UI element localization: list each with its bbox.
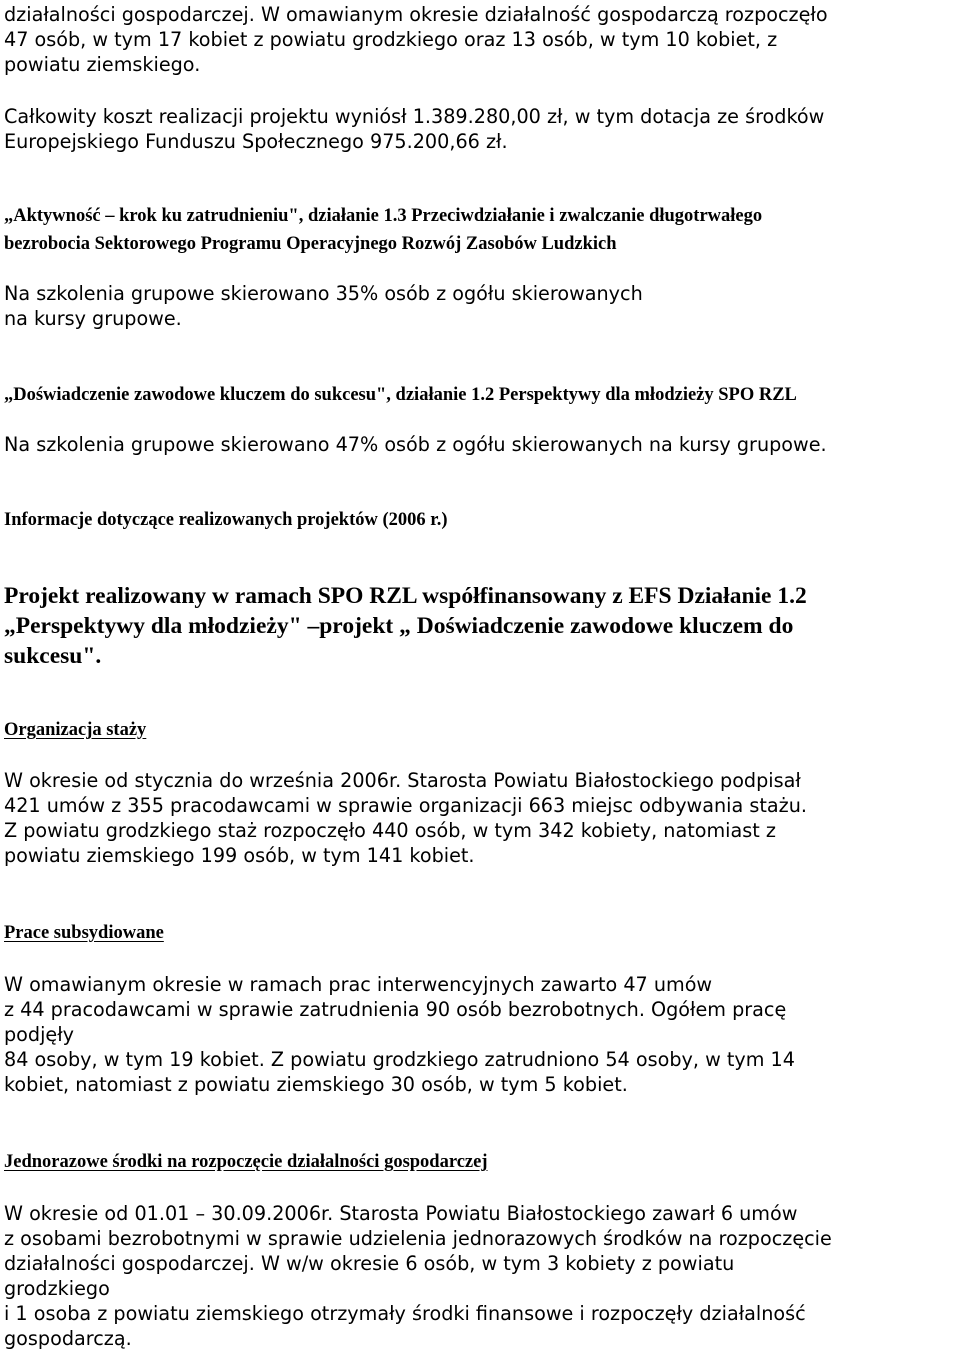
- project-title: [4, 581, 956, 671]
- heading-line: „Doświadczenie zawodowe kluczem do sukcesu", działanie 1.2 Perspektywy dla młodzieży SPO RZL: [4, 385, 797, 405]
- title-line: Projekt realizowany w ramach SPO RZL współfinansowany z EFS Działanie 1.2: [4, 583, 807, 609]
- text-line: powiatu ziemskiego.: [4, 53, 201, 76]
- text-line: Z powiatu grodzkiego staż rozpoczęło 440 osób, w tym 342 kobiety, natomiast z: [4, 819, 776, 842]
- text-line: powiatu ziemskiego 199 osób, w tym 141 kobiet.: [4, 844, 475, 867]
- text-line: Europejskiego Funduszu Społecznego 975.200,66 zł.: [4, 130, 508, 153]
- text-line: gospodarczą.: [4, 1327, 132, 1350]
- text-line: działalności gospodarczej. W omawianym okresie działalność gospodarczą rozpoczęło: [4, 3, 828, 26]
- jednorazowe-body: [4, 1201, 956, 1351]
- staze-body: [4, 768, 956, 868]
- jednorazowe-heading: [4, 1148, 956, 1176]
- heading-line: Prace subsydiowane: [4, 923, 164, 943]
- aktywnosc-body: [4, 281, 956, 331]
- intro-paragraph: [4, 2, 956, 77]
- heading-line: Jednorazowe środki na rozpoczęcie działalności gospodarczej: [4, 1152, 488, 1172]
- heading-line: „Aktywność – krok ku zatrudnieniu", działanie 1.3 Przeciwdziałanie i zwalczanie długotrwałego: [4, 206, 763, 226]
- doswiadczenie-heading: [4, 381, 956, 409]
- info-heading: [4, 506, 956, 534]
- text-line: W okresie od stycznia do września 2006r. Starosta Powiatu Białostockiego podpisał: [4, 769, 801, 792]
- text-line: kobiet, natomiast z powiatu ziemskiego 30 osób, w tym 5 kobiet.: [4, 1073, 628, 1096]
- heading-line: bezrobocia Sektorowego Programu Operacyjnego Rozwój Zasobów Ludzkich: [4, 234, 617, 254]
- text-line: Na szkolenia grupowe skierowano 35% osób z ogółu skierowanych: [4, 282, 643, 305]
- cost-paragraph: [4, 104, 956, 154]
- text-line: 47 osób, w tym 17 kobiet z powiatu grodzkiego oraz 13 osób, w tym 10 kobiet, z: [4, 28, 778, 51]
- staze-heading: [4, 716, 956, 744]
- prace-body: [4, 972, 956, 1097]
- prace-heading: [4, 919, 956, 947]
- heading-line: Organizacja staży: [4, 720, 147, 740]
- text-line: z 44 pracodawcami w sprawie zatrudnienia 90 osób bezrobotnych. Ogółem pracę: [4, 998, 787, 1021]
- text-line: i 1 osoba z powiatu ziemskiego otrzymały środki finansowe i rozpoczęły działalność: [4, 1302, 806, 1325]
- text-line: działalności gospodarczej. W w/w okresie 6 osób, w tym 3 kobiety z powiatu: [4, 1252, 735, 1275]
- title-line: „Perspektywy dla młodzieży" –projekt „ Doświadczenie zawodowe kluczem do: [4, 613, 794, 639]
- text-line: na kursy grupowe.: [4, 307, 182, 330]
- text-line: Na szkolenia grupowe skierowano 47% osób z ogółu skierowanych na kursy grupowe.: [4, 433, 827, 456]
- heading-line: Informacje dotyczące realizowanych projektów (2006 r.): [4, 510, 448, 530]
- doswiadczenie-body: [4, 432, 956, 457]
- text-line: grodzkiego: [4, 1277, 110, 1300]
- text-line: W okresie od 01.01 – 30.09.2006r. Starosta Powiatu Białostockiego zawarł 6 umów: [4, 1202, 798, 1225]
- title-line: sukcesu".: [4, 643, 102, 669]
- text-line: 421 umów z 355 pracodawcami w sprawie organizacji 663 miejsc odbywania stażu.: [4, 794, 807, 817]
- text-line: Całkowity koszt realizacji projektu wyniósł 1.389.280,00 zł, w tym dotacja ze środków: [4, 105, 825, 128]
- text-line: z osobami bezrobotnymi w sprawie udzielenia jednorazowych środków na rozpoczęcie: [4, 1227, 832, 1250]
- text-line: 84 osoby, w tym 19 kobiet. Z powiatu grodzkiego zatrudniono 54 osoby, w tym 14: [4, 1048, 795, 1071]
- text-line: podjęły: [4, 1023, 75, 1046]
- aktywnosc-heading: [4, 202, 956, 258]
- text-line: W omawianym okresie w ramach prac interwencyjnych zawarto 47 umów: [4, 973, 713, 996]
